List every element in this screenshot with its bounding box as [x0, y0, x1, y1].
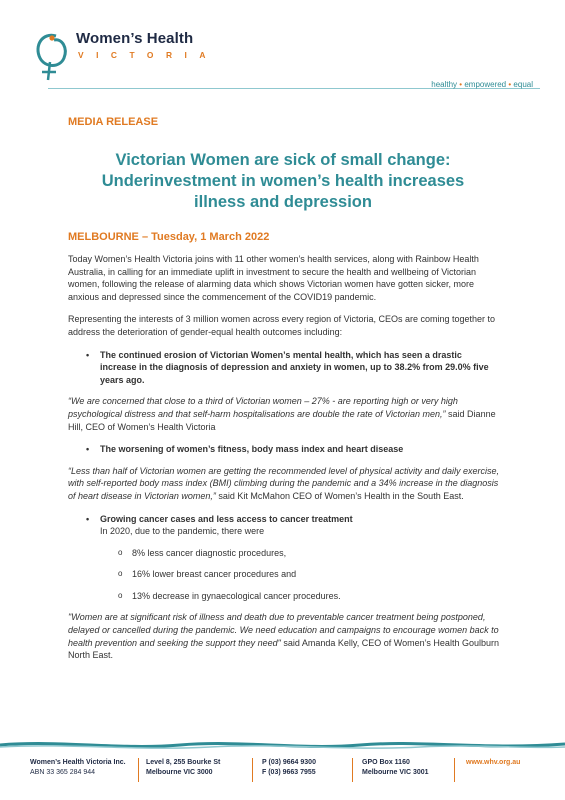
logo-title: Women’s Health — [76, 30, 194, 47]
quote-paragraph — [68, 611, 500, 661]
headline-line: Victorian Women are sick of small change: — [115, 151, 451, 169]
tagline-word: equal — [513, 80, 533, 89]
bullet-item — [86, 349, 500, 387]
bullet-icon: • — [86, 444, 90, 455]
footer-postal — [362, 758, 429, 778]
bullet-text: The worsening of women’s fitness, body mass index and heart disease — [100, 444, 404, 455]
logo — [30, 26, 230, 96]
footer-separator — [138, 758, 139, 782]
footer-fax: F (03) 9663 7955 — [262, 769, 316, 776]
circle-bullet-icon: o — [118, 547, 123, 557]
sub-list-item — [118, 547, 500, 560]
bullet-subtext: In 2020, due to the pandemic, there were — [100, 526, 265, 537]
quote-paragraph — [68, 465, 500, 503]
headline — [68, 150, 498, 213]
headline-line: Underinvestment in women’s health increases — [101, 172, 465, 190]
sub-list-item — [118, 568, 500, 581]
footer-postal-line: Melbourne VIC 3001 — [362, 769, 429, 776]
sub-list-item — [118, 590, 500, 603]
circle-bullet-icon: o — [118, 569, 123, 579]
footer-org-name: Women’s Health Victoria Inc. — [30, 759, 126, 766]
sub-list-text: 8% less cancer diagnostic procedures, — [132, 547, 287, 558]
footer-address — [146, 758, 220, 778]
footer-separator — [252, 758, 253, 782]
bullet-icon: • — [86, 513, 90, 524]
bullet-item — [86, 443, 500, 456]
footer-address-line: Level 8, 255 Bourke St — [146, 759, 221, 766]
bullet-text-group — [100, 513, 353, 538]
quote-text: “Less than half of Victorian women are getting the recommended level of physical activity and daily exercise, with self-reported body mass index (BMI) climbing during the pandemic and a 34% increase in the diagnosis of heart disease in Victorian women,” — [68, 465, 500, 501]
quote-attribution: said Dianne Hill, CEO of Women’s Health Victoria — [68, 408, 496, 432]
paragraph: Representing the interests of 3 million women across every region of Victoria, CEOs are coming together to address the deterioration of gender-equal health outcomes including: — [68, 314, 496, 337]
sub-list-text: 16% lower breast cancer procedures and — [132, 569, 297, 580]
footer-postal-line: GPO Box 1160 — [362, 759, 410, 766]
tagline — [431, 80, 533, 89]
bullet-item — [86, 513, 500, 538]
tagline-separator: • — [459, 80, 463, 89]
tagline-word: healthy — [431, 80, 458, 89]
headline-line: illness and depression — [194, 193, 372, 211]
body-content — [68, 253, 500, 672]
paragraph: Today Women’s Health Victoria joins with 11 other women’s health services, along with Rainbow Health Australia, in calling for an immediate uplift in investment to secure the health and wellbeing of Victorian women, following the release of alarming data which shows Victorian women have gotten sicker, more anxious and depressed since the commencement of the COVID19 pandemic. — [68, 254, 479, 302]
footer-abn: ABN 33 365 284 944 — [30, 769, 95, 776]
footer-org — [30, 758, 126, 778]
footer-wave-icon — [0, 738, 565, 752]
quote-attribution: said Kit McMahon CEO of Women’s Health in the South East. — [215, 490, 464, 501]
footer-address-line: Melbourne VIC 3000 — [146, 769, 213, 776]
quote-attribution: said Amanda Kelly, CEO of Women’s Health Goulburn North East. — [68, 637, 499, 661]
dateline: MELBOURNE – Tuesday, 1 March 2022 — [68, 231, 270, 243]
footer-separator — [454, 758, 455, 782]
quote-text: “We are concerned that close to a third of Victorian women – 27% - are reporting high or very high psychological distress and that self-harm hospitalisations are double the rate of Victorian men,” — [68, 396, 458, 419]
footer-contact — [262, 758, 316, 778]
sub-list-text: 13% decrease in gynaecological cancer procedures. — [132, 590, 341, 601]
tagline-word: empowered — [464, 80, 507, 89]
footer-phone: P (03) 9664 9300 — [262, 759, 316, 766]
footer — [30, 758, 540, 788]
logo-subtitle: VICTORIA — [78, 50, 218, 60]
footer-website-link[interactable]: www.whv.org.au — [466, 759, 521, 766]
tagline-separator: • — [508, 80, 512, 89]
bullet-icon: • — [86, 349, 90, 360]
media-release-label: MEDIA RELEASE — [68, 116, 159, 128]
bullet-text: The continued erosion of Victorian Women’s mental health, which has seen a drastic increase in the diagnosis of depression and anxiety in women, up to 38.2% from 29.0% five years ago. — [100, 349, 489, 385]
quote-paragraph — [68, 395, 500, 433]
footer-separator — [352, 758, 353, 782]
logo-mark-icon — [30, 28, 78, 84]
quote-text: "Women are at significant risk of illness and death due to preventable cancer treatment being postponed, delayed or cancelled during the pandemic. We need education and campaigns to encourage women back to health prevention and seeking the support they need" — [68, 612, 499, 648]
bullet-text: Growing cancer cases and less access to cancer treatment — [100, 513, 353, 524]
circle-bullet-icon: o — [118, 590, 123, 600]
